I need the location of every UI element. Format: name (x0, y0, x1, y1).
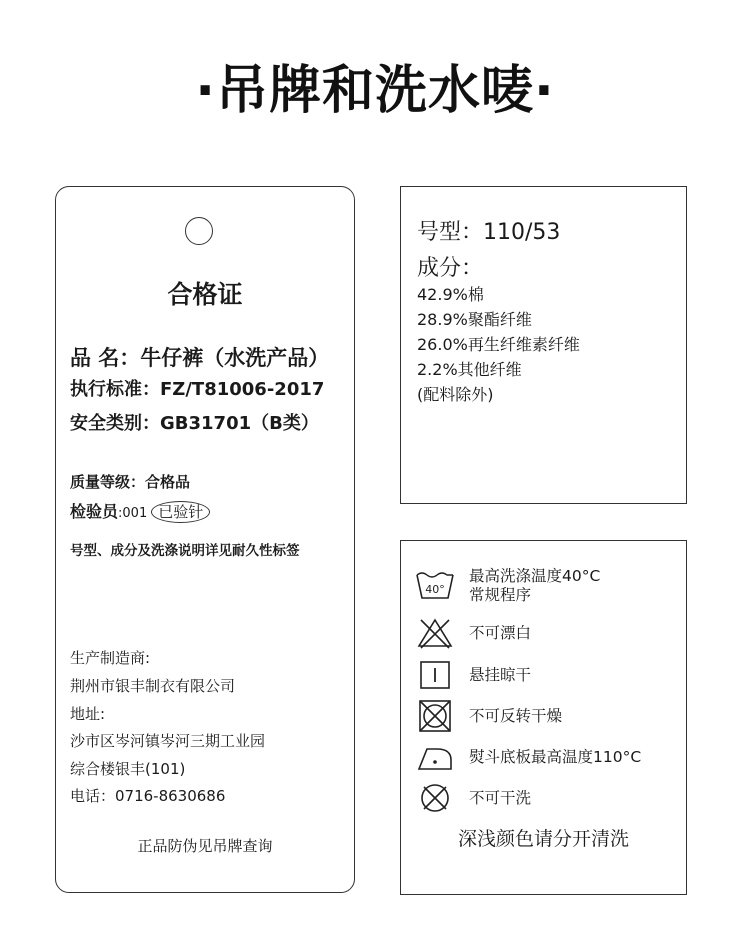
care-row-bleach (415, 616, 531, 650)
care-row-dryclean (415, 781, 531, 815)
composition-item: (配料除外) (417, 385, 494, 404)
quality-grade: 质量等级：合格品 (70, 473, 191, 491)
care-text-dry: 悬挂晾干 (469, 665, 532, 684)
line-dry-icon (415, 658, 455, 692)
wash-temp-text: 最高洗涤温度40°C (469, 567, 601, 585)
composition-label (400, 186, 687, 504)
care-text-wash (469, 567, 600, 605)
address-label: 地址: (70, 705, 106, 723)
care-row-dry (415, 658, 531, 692)
durable-label-note: 号型、成分及洗涤说明详见耐久性标签 (70, 543, 300, 559)
inspector-id: :001 (118, 506, 148, 521)
care-text-tumble: 不可反转干燥 (469, 706, 563, 725)
address-line-2: 综合楼银丰(101) (70, 760, 186, 778)
care-label (400, 540, 687, 895)
care-row-wash (415, 569, 600, 603)
phone: 电话：0716-8630686 (70, 787, 226, 805)
composition-item: 2.2%其他纤维 (417, 360, 522, 379)
inspection-stamp: 已验针 (151, 501, 210, 523)
tag-heading: 合格证 (167, 280, 243, 309)
iron-110-icon (415, 740, 455, 774)
wash-program-text: 常规程序 (469, 586, 532, 604)
manufacturer-label: 生产制造商: (70, 649, 151, 667)
wash-40-icon (415, 569, 455, 603)
safety-category: 安全类别：GB31701（B类） (70, 413, 319, 434)
no-tumble-dry-icon (415, 699, 455, 733)
care-text-bleach: 不可漂白 (469, 623, 532, 642)
inspector-row (70, 499, 210, 523)
inspector-label: 检验员 (70, 502, 119, 521)
composition-title: 成分： (417, 256, 484, 281)
no-dry-clean-icon (415, 781, 455, 815)
care-row-iron (415, 740, 641, 774)
hang-tag (55, 186, 355, 893)
care-text-dryclean: 不可干洗 (469, 788, 532, 807)
product-name: 品 名：牛仔裤（水洗产品） (70, 346, 330, 370)
composition-item: 28.9%聚酯纤维 (417, 310, 532, 329)
composition-item: 26.0%再生纤维素纤维 (417, 335, 580, 354)
address-line-1: 沙市区岑河镇岑河三期工业园 (70, 732, 266, 750)
wash-temp-badge: 40° (425, 583, 445, 596)
no-bleach-icon (415, 616, 455, 650)
care-row-tumble (415, 699, 562, 733)
page-title: ·吊牌和洗水唛· (195, 61, 555, 121)
execution-standard: 执行标准：FZ/T81006-2017 (70, 379, 325, 400)
care-text-iron: 熨斗底板最高温度110°C (469, 747, 642, 766)
tag-hole (185, 217, 213, 245)
manufacturer-name: 荆州市银丰制衣有限公司 (70, 677, 236, 695)
anti-counterfeit-note: 正品防伪见吊牌查询 (137, 837, 273, 855)
size-spec: 号型：110/53 (417, 220, 561, 245)
composition-item: 42.9%棉 (417, 285, 484, 304)
care-footer: 深浅颜色请分开清洗 (457, 828, 629, 850)
